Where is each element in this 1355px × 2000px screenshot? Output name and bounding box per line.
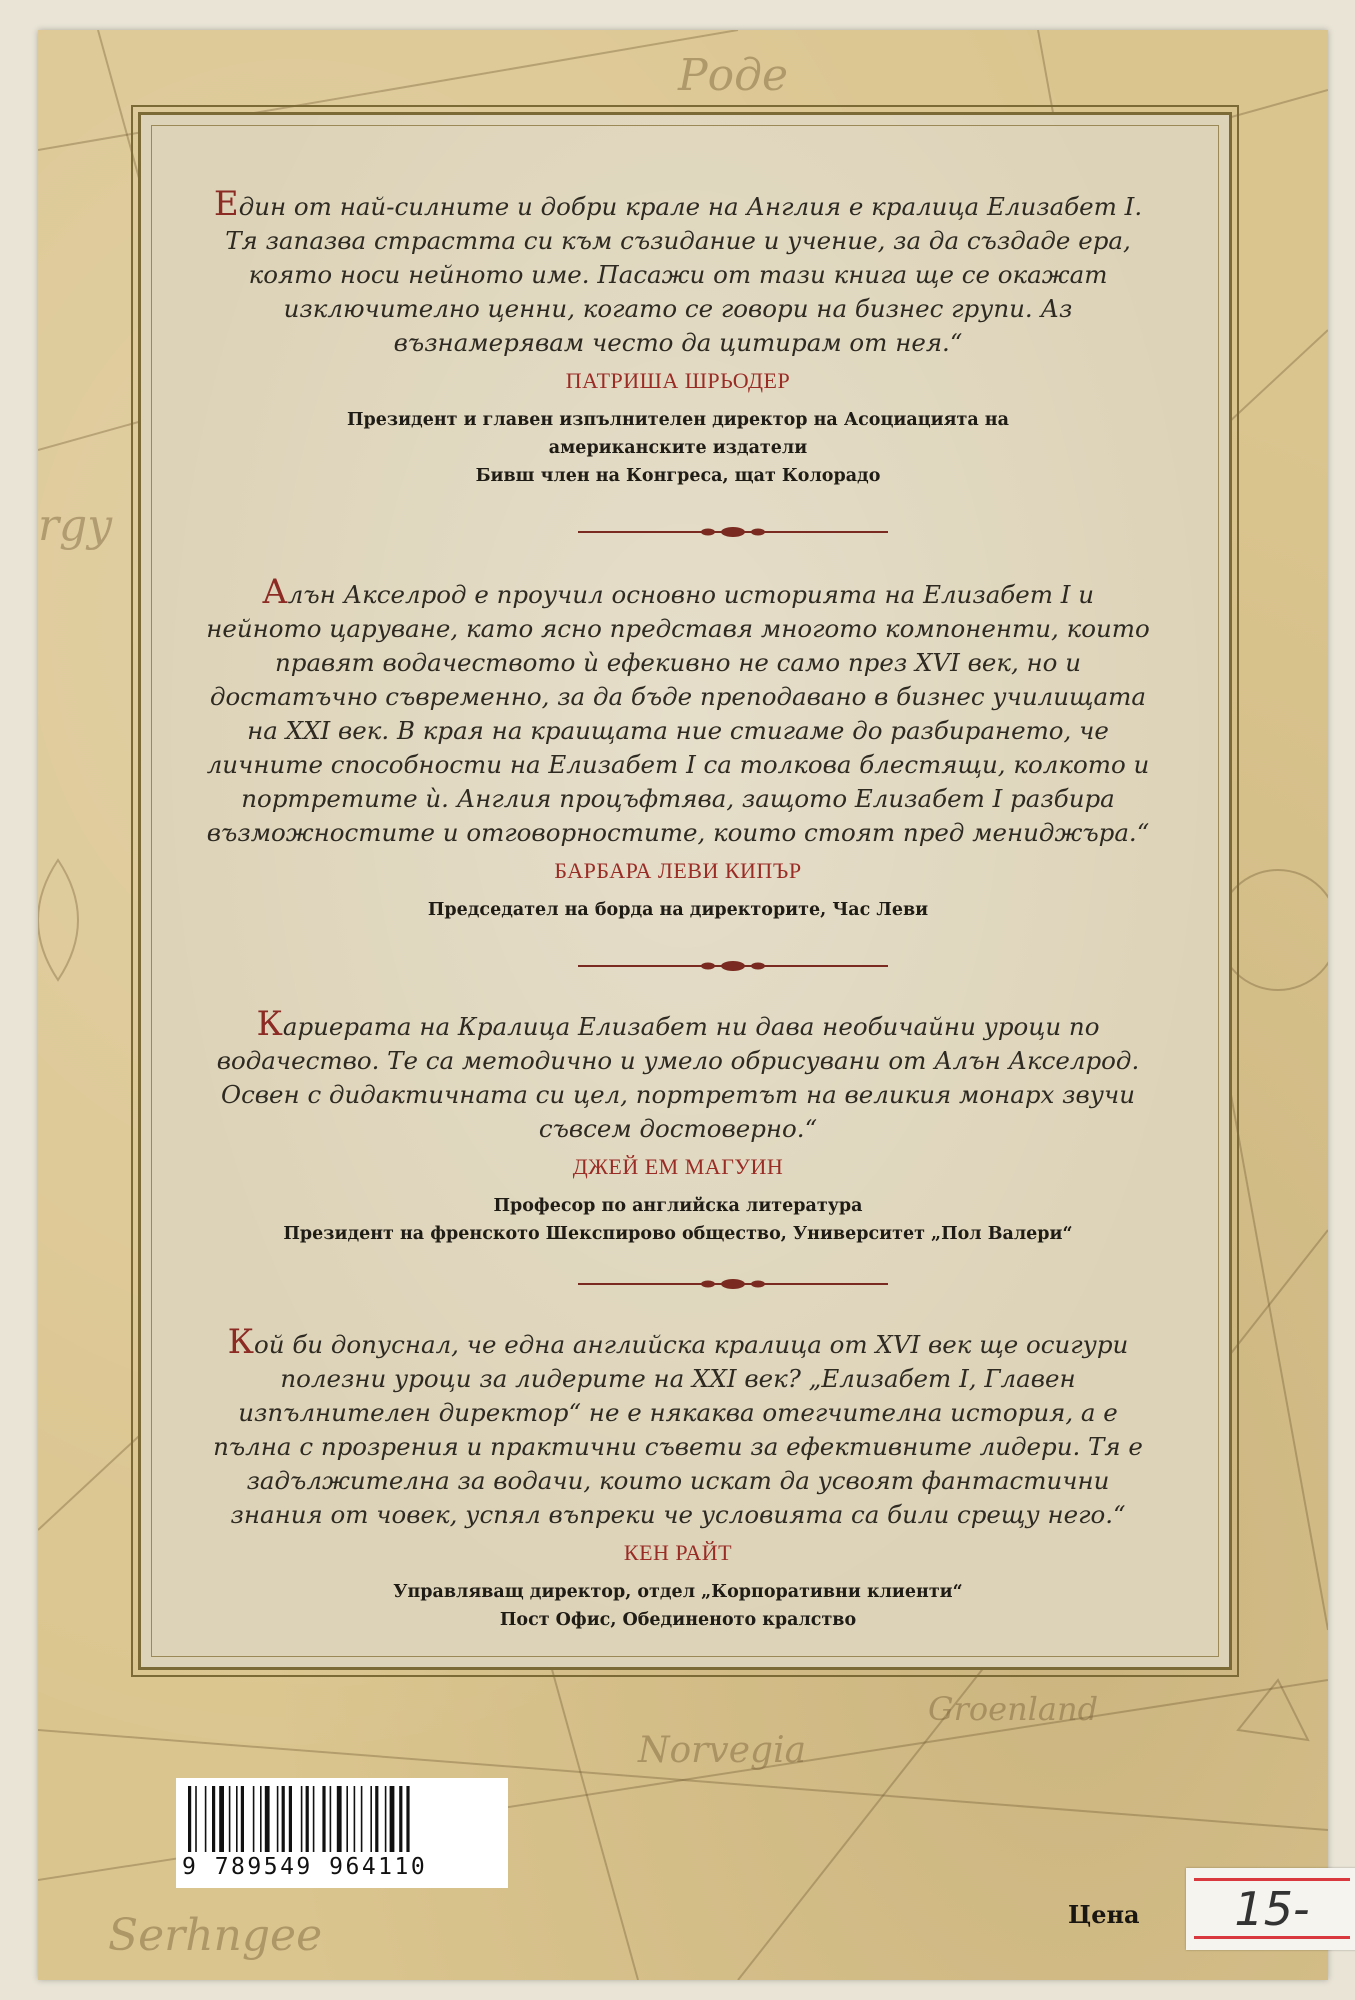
isbn-barcode: [176, 1778, 508, 1888]
ornament-divider: [578, 959, 888, 973]
author-role: Председател на борда на директорите, Час Леви: [427, 900, 929, 920]
author-role: Бивш член на Конгреса, щат Колорадо: [475, 466, 881, 486]
barcode-bar: [236, 1786, 238, 1852]
barcode-bar: [399, 1786, 402, 1852]
barcode-bar: [253, 1786, 255, 1852]
barcode-bar: [241, 1786, 244, 1852]
barcode-bars: [186, 1786, 498, 1852]
quote-block-2: [201, 572, 1155, 924]
barcode-bar: [265, 1786, 270, 1852]
barcode-bar: [346, 1786, 348, 1852]
barcode-bar: [188, 1786, 191, 1852]
quote-block-4: [201, 1322, 1155, 1634]
quote-text: [201, 1004, 1155, 1146]
price-value: 15-: [1234, 1882, 1310, 1936]
barcode-bar: [354, 1786, 356, 1852]
barcode-bar: [337, 1786, 342, 1852]
barcode-bar: [313, 1786, 315, 1852]
barcode-bar: [219, 1786, 224, 1852]
map-decoration: Groenland: [928, 1690, 1099, 1728]
quote-text: [201, 184, 1155, 360]
map-decoration: rgy: [38, 500, 113, 551]
barcode-bar: [306, 1786, 309, 1852]
quote-text: [201, 1322, 1155, 1532]
drop-cap: А: [261, 572, 288, 612]
author-role: Управляващ директор, отдел „Корпоративни клиенти“: [393, 1582, 963, 1602]
barcode-bar: [205, 1786, 207, 1852]
barcode-bar: [195, 1786, 197, 1852]
barcode-bar: [322, 1786, 325, 1852]
barcode-bar: [375, 1786, 378, 1852]
barcode-bar: [385, 1786, 387, 1852]
barcode-bar: [282, 1786, 285, 1852]
price-sticker: [1186, 1868, 1355, 1950]
quote-block-3: [201, 1004, 1155, 1248]
quote-text: [201, 572, 1155, 850]
author-role: Пост Офис, Обединеното кралство: [499, 1610, 857, 1630]
barcode-bar: [229, 1786, 231, 1852]
ornament-divider: [578, 525, 888, 539]
author-role: Президент на френското Шекспирово общество, Университет „Пол Валери“: [283, 1224, 1073, 1244]
quote-block-1: [201, 184, 1155, 490]
barcode-bar: [289, 1786, 292, 1852]
isbn-number: 9 789549 964110: [182, 1854, 428, 1880]
barcode-bar: [260, 1786, 262, 1852]
barcode-bar: [370, 1786, 372, 1852]
ornament-divider: [578, 1277, 888, 1291]
quote-author: ПАТРИША ШРЬОДЕР: [565, 368, 791, 393]
author-role: Професор по английска литература: [493, 1196, 863, 1216]
quote-author: КЕН РАЙТ: [623, 1540, 733, 1565]
quotes-panel: [138, 112, 1232, 1670]
author-role: Президент и главен изпълнителен директор на Асоциацията на американските издатели: [347, 410, 1009, 458]
barcode-bar: [212, 1786, 215, 1852]
quote-body: ой би допуснал, че една английска кралица от XVI век ще осигури полезни уроци за лидерите на XXI век? „Елизабет I, Главен изпълнителен директор“ не е някаква отегчителна история, а е пълна с прозрения и практични съвети за ефективните лидери. Тя е задължителна за водачи, които искат да усвоят фантастични знания от човек, успял въпреки че условията са били срещу него.“: [213, 1330, 1143, 1529]
book-back-cover: [38, 30, 1328, 1980]
map-decoration: Роде: [678, 50, 789, 101]
map-decoration: Norvegia: [638, 1730, 807, 1771]
sticker-line-top: [1194, 1878, 1350, 1881]
quote-body: лън Акселрод е проучил основно историята на Елизабет I и нейното царуване, като ясно представя многото компоненти, които правят водачеството ѝ ефекивно не само през XVI век, но и достатъчно съвременно, за да бъде преподавано в бизнес училищата на XXI век. В края на краищата ние стигаме до разбирането, че личните способности на Елизабет I са толкова блестящи, колкото и портретите ѝ. Англия процъфтява, защото Елизабет I разбира възможностите и отговорностите, които стоят пред мениджъра.“: [206, 580, 1150, 847]
barcode-bar: [301, 1786, 303, 1852]
barcode-bar: [390, 1786, 395, 1852]
barcode-bar: [277, 1786, 279, 1852]
drop-cap: К: [227, 1322, 254, 1362]
barcode-bar: [330, 1786, 332, 1852]
sticker-line-bottom: [1194, 1936, 1350, 1939]
quote-body: ариерата на Кралица Елизабет ни дава необичайни уроци по водачество. Те са методично и умело обрисувани от Алън Акселрод. Освен с дидактичната си цел, портретът на великия монарх звучи съвсем достоверно.“: [216, 1012, 1140, 1143]
quote-body: дин от най-силните и добри крале на Англия е кралица Елизабет I. Тя запазва страстта си към съзидание и учение, за да създаде ера, която носи нейното име. Пасажи от тази книга ще се окажат изключително ценни, когато се говори на бизнес групи. Аз възнамерявам често да цитирам от нея.“: [225, 192, 1143, 357]
barcode-bar: [406, 1786, 409, 1852]
barcode-bar: [361, 1786, 363, 1852]
quote-author: БАРБАРА ЛЕВИ КИПЪР: [554, 858, 802, 883]
drop-cap: Е: [213, 184, 239, 224]
map-decoration: Serhngee: [108, 1910, 323, 1961]
drop-cap: К: [256, 1004, 283, 1044]
price-label: Цена: [1068, 1900, 1140, 1929]
quote-author: ДЖЕЙ ЕМ МАГУИН: [572, 1154, 784, 1179]
